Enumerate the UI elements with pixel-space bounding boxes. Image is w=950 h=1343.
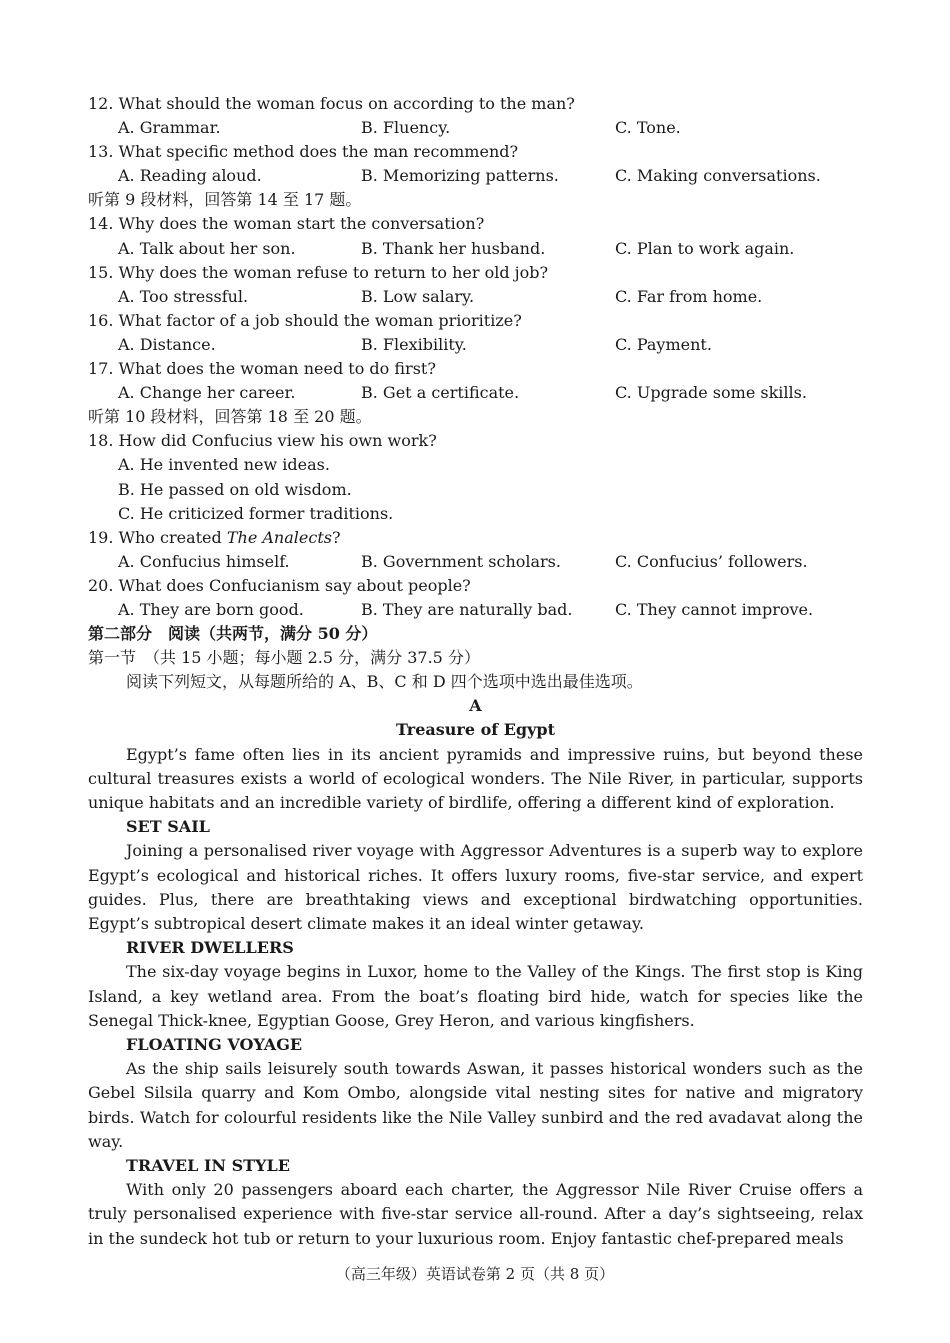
question-12 [88, 92, 863, 116]
option-a: A. Distance. [118, 334, 216, 354]
question-18: 18. How did Confucius view his own work? [88, 431, 437, 451]
question-19 [88, 526, 863, 550]
exam-page [88, 92, 863, 1251]
option-b: B. Get a certificate. [361, 383, 520, 403]
part-two-heading: 第二部分 阅读（共两节，满分 50 分） [88, 624, 378, 644]
option-a: A. Change her career. [118, 383, 296, 403]
section-10-instruction: 听第 10 段材料，回答第 18 至 20 题。 [88, 407, 372, 427]
question-text: 15. Why does the woman refuse to return to her old job? [88, 262, 549, 282]
options-17 [88, 381, 863, 405]
passage-title: Treasure of Egypt [396, 720, 555, 740]
option-c: C. Far from home. [615, 286, 763, 306]
page-footer: （高三年级）英语试卷第 2 页（共 8 页） [335, 1265, 615, 1283]
subheading-river-dwellers: RIVER DWELLERS [126, 938, 294, 958]
option-c: C. They cannot improve. [615, 599, 814, 619]
option-c: C. Plan to work again. [615, 238, 795, 258]
question-text: 16. What factor of a job should the woman prioritize? [88, 310, 522, 330]
subheading-travel-in-style: TRAVEL IN STYLE [126, 1155, 290, 1175]
travel-in-style-paragraph: With only 20 passengers aboard each charter, the Aggressor Nile River Cruise offers a truly personalised experience with five-star service all-round. After a day’s sightseeing, relax in the sundeck hot tub or return to your luxurious room. Enjoy fantastic chef-prepared meals [88, 1180, 863, 1248]
question-text: 13. What specific method does the man recommend? [88, 142, 519, 162]
option-c: C. He criticized former traditions. [118, 503, 394, 523]
option-b: B. Fluency. [361, 118, 451, 138]
options-14 [88, 237, 863, 261]
options-13 [88, 164, 863, 188]
option-a: A. Confucius himself. [118, 551, 290, 571]
option-b: B. Low salary. [361, 286, 475, 306]
option-a: A. Reading aloud. [118, 166, 262, 186]
passage-letter: A [469, 696, 482, 716]
options-12 [88, 116, 863, 140]
option-a: A. Grammar. [118, 118, 221, 138]
question-17 [88, 357, 863, 381]
options-16 [88, 333, 863, 357]
option-b: B. Flexibility. [361, 334, 467, 354]
option-c: C. Tone. [615, 118, 681, 138]
option-b: B. He passed on old wisdom. [118, 479, 352, 499]
option-b: B. Thank her husband. [361, 238, 546, 258]
options-20 [88, 598, 863, 622]
question-text: 14. Why does the woman start the conversation? [88, 214, 485, 234]
section-9-instruction: 听第 9 段材料，回答第 14 至 17 题。 [88, 190, 362, 210]
option-b: B. They are naturally bad. [361, 599, 573, 619]
question-14 [88, 212, 863, 236]
option-a: A. They are born good. [118, 599, 304, 619]
options-15 [88, 285, 863, 309]
option-b: B. Memorizing patterns. [361, 166, 559, 186]
subheading-floating-voyage: FLOATING VOYAGE [126, 1034, 303, 1054]
subheading-set-sail: SET SAIL [126, 817, 210, 837]
option-c: C. Confucius’ followers. [615, 551, 808, 571]
question-16 [88, 309, 863, 333]
river-dwellers-paragraph: The six-day voyage begins in Luxor, home to the Valley of the Kings. The first stop is King Island, a key wetland area. From the boat’s floating bird hide, watch for species like the Senegal Thick-knee, Egyptian Goose, Grey Heron, and various kingfishers. [88, 962, 863, 1030]
reading-instruction: 阅读下列短文，从每题所给的 A、B、C 和 D 四个选项中选出最佳选项。 [126, 672, 643, 692]
set-sail-paragraph: Joining a personalised river voyage with Aggressor Adventures is a superb way to explore Egypt’s ecological and historical riches. It offers luxury rooms, five-star service, and expert guides. Plus, there are breathtaking views and exceptional birdwatching opportunities. Egypt’s subtropical desert climate makes it an ideal winter getaway. [88, 841, 863, 933]
option-c: C. Payment. [615, 334, 712, 354]
intro-paragraph: Egypt’s fame often lies in its ancient pyramids and impressive ruins, but beyond these cultural treasures exists a world of ecological wonders. The Nile River, in particular, supports unique habitats and an incredible variety of birdlife, offering a different kind of exploration. [88, 744, 863, 812]
book-title: The Analects [226, 527, 332, 547]
options-19 [88, 550, 863, 574]
question-mark: ? [331, 527, 341, 547]
question-20: 20. What does Confucianism say about people? [88, 575, 471, 595]
option-b: B. Government scholars. [361, 551, 561, 571]
option-c: C. Upgrade some skills. [615, 383, 807, 403]
question-text: 19. Who created [88, 527, 227, 547]
option-c: C. Making conversations. [615, 166, 821, 186]
question-15 [88, 261, 863, 285]
option-a: A. Talk about her son. [118, 238, 296, 258]
question-text: 12. What should the woman focus on according to the man? [88, 94, 575, 113]
question-text: 17. What does the woman need to do first? [88, 359, 436, 379]
question-13 [88, 140, 863, 164]
option-a: A. Too stressful. [118, 286, 249, 306]
floating-voyage-paragraph: As the ship sails leisurely south towards Aswan, it passes historical wonders such as the Gebel Silsila quarry and Kom Ombo, alongside vital nesting sites for native and migratory birds. Watch for colourful residents like the Nile Valley sunbird and the red avadavat along the way. [88, 1059, 863, 1151]
option-a: A. He invented new ideas. [118, 455, 330, 475]
section-one-heading: 第一节 （共 15 小题；每小题 2.5 分，满分 37.5 分） [88, 648, 480, 668]
